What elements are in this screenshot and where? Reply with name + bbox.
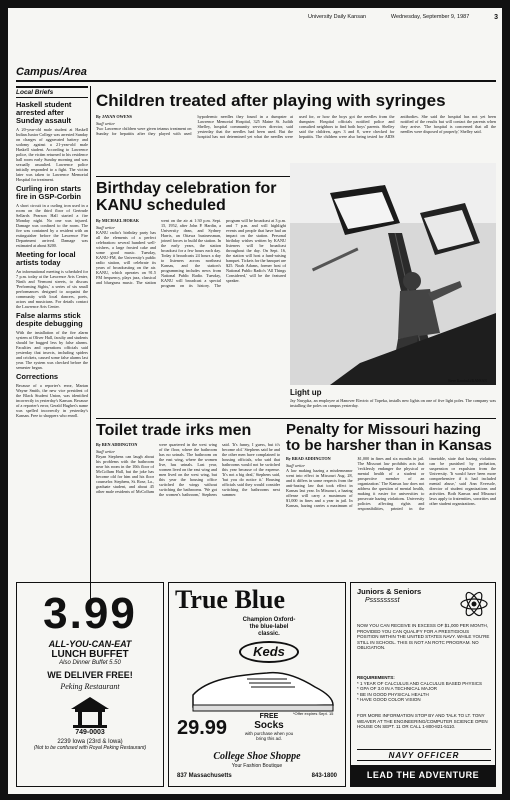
penalty-story-body <box>286 456 496 576</box>
shoe-store-slogan: Your Fashion Boutique <box>231 763 283 769</box>
photo-illustration <box>290 163 496 385</box>
navy-req-item: * 1 YEAR OF CALCULUS AND CALCULUS BASED PHYSICS <box>357 680 482 686</box>
toilet-story-body <box>96 442 280 577</box>
navy-req-title: REQUIREMENTS: <box>357 675 395 680</box>
kanu-staff: Staff writer <box>96 225 115 230</box>
kanu-byline: By MICHAEL HORAK <box>96 218 140 223</box>
brief-body: An informational meeting is scheduled for 7 p.m. today at the Lawrence Arts Center, Ninth and Vermont streets, to discuss 'Performing Sights,' a series of six small performances designed to acquaint the community with local dancers, poets, actors and musicians. For details contact the Lawrence Arts Center. <box>16 269 88 309</box>
free-socks-offer <box>241 713 297 741</box>
offer-top: FREE <box>259 713 279 720</box>
shoe-ad-subtitle <box>229 617 309 638</box>
restaurant-phone: 749-0003 <box>75 729 105 736</box>
keds-logo: Keds <box>239 641 299 663</box>
restaurant-name: Peking Restaurant <box>60 682 120 691</box>
navy-ad-subtitle: Psssssssst <box>365 597 400 604</box>
restaurant-note: (Not to be confused with Royal Peking Restaurant) <box>33 745 147 751</box>
local-briefs-column <box>16 86 88 611</box>
shoe-ad-sub1: Champion Oxford- <box>242 617 296 623</box>
briefs-title: Local Briefs <box>16 86 88 98</box>
shoe-store-phone: 843-1800 <box>311 773 337 779</box>
toilet-text: Bryan Stephens can laugh about his problems with the bathroom near his room in the 10th floor of McCollum Hall, but the joke has become old for him and his floor counselor. Stephens, St. Rose, La., graduate student, and about 45 other male residents of McCollum were quartered in the west wing of the floor, where the bathroom has no urinals. The bathroom on the east wing, where the women live, has urinals. Last year, women lived on the east wing and men lived on the west wing, but this year the housing office switched the wings without switching the bathrooms. 'We got the women's bathroom,' Stephens said. 'It's funny, I guess, but it's become old.' Stephens said he and the other men have complained to housing officials, who said that bathrooms would not be switched this year because of the expense. 'It's not a big deal,' Stephens said, 'but you do notice it.' Housing officials said they would consider switching the bathrooms next summer. <box>96 442 280 497</box>
restaurant-logo <box>67 695 113 729</box>
kanu-story-body <box>96 218 286 378</box>
brief-body: A short circuit in a curling iron used in a room on the third floor of Gertrude Sellards Pearson Hall started a fire Monday night. No one was injured. Damage was confined to the room. The fire was contained by a resident with an extinguisher before the Lawrence Fire Department arrived. Damage was estimated at about $200. <box>16 203 88 248</box>
peking-restaurant-ad <box>16 582 164 787</box>
paper-name: University Daily Kansan <box>308 14 367 20</box>
shoe-ad-title: True Blue <box>175 585 286 614</box>
atom-icon <box>459 589 489 619</box>
issue-date: Wednesday, September 9, 1987 <box>390 14 470 20</box>
penalty-staff: Staff writer <box>286 463 305 468</box>
syringes-headline: Children treated after playing with syringes <box>96 91 446 110</box>
photo-credit: Steve Kaminski/KANSAN <box>448 379 487 383</box>
kanu-text: KANU radio's birthday party has all the elements of a perfect celebration: several hundred well-wishers, a large frosted cake and some good music. Tuesday, KANU-FM, the University's public radio station, will celebrate its years of broadcasting on the air. KANU, which operates on 91.5 FM frequency, plays jazz, classical and bluegrass music. The station went on the air at 1:30 p.m. Sept. 15, 1952, after John P. Hardin, a University dean, and Sydney Harris, an Ottawa businessman, joined forces to build the station. In the early years, the station broadcast for a few hours each day. Today it broadcasts 24 hours a day to listeners across northeast Kansas, and the station's programming includes news from National Public Radio. Tuesday, KANU will broadcast a special program on its history. The program will be broadcast at 3 p.m. and 7 p.m. and will highlight events and people that have had an impact on the station. Personal birthday wishes written by KANU listeners will be broadcast throughout the day. On Sept. 16, the station will host a fund-raising banquet. Tickets for the banquet are $25. Noah Adams, former host of National Public Radio's 'All Things Considered,' will be the featured speaker. <box>96 218 286 288</box>
syringes-staff: Staff writer <box>96 121 115 126</box>
buffet-line2: LUNCH BUFFET <box>51 649 129 660</box>
brief-headline: False alarms stick despite debugging <box>16 311 83 328</box>
section-title: Campus/Area <box>16 66 87 78</box>
shoe-store-address: 837 Massachusetts <box>177 773 232 779</box>
brief-body: Because of a reporter's error, Marian Wayne Smith, the new vice president of the Black Student Union, was identified incorrectly in yesterday's Kansan. Because of a reporter's error, Gerald Hughes's name was spelled incorrectly in yesterday's Kansan. Free to shoppers who enroll. <box>16 383 88 418</box>
buffet-line3: Also Dinner Buffet 5.50 <box>59 660 121 666</box>
photo-headline: Light up <box>290 388 322 397</box>
photo-caption: Jay Nasypka, an employee at Hanover Electric of Topeka, installs new lights on one of five light poles. The company was installing the poles on campus yesterday. <box>290 398 496 408</box>
navy-ad-body: NOW YOU CAN RECEIVE IN EXCESS OF $1,000 PER MONTH, PROVIDED YOU CAN QUALIFY FOR A PRESTIGIOUS POSITION WITHIN THE UNITED STATES NAVY. WHILE YOU'RE STILL IN SCHOOL. THIS IS NOT AN ROTC PROGRAM. NO OBLIGATION. <box>357 623 490 651</box>
offer-bot: with purchase when you bring this ad. <box>244 731 294 741</box>
brief-headline: Curling iron starts fire in GSP-Corbin <box>16 184 82 201</box>
toilet-byline: By BEN ADDINGTON <box>96 442 138 447</box>
page-header-meta <box>308 14 498 21</box>
college-shoe-shoppe-ad <box>168 582 346 787</box>
navy-requirements <box>357 675 491 703</box>
buffet-price: 3.99 <box>43 589 137 638</box>
buffet-line1: ALL-YOU-CAN-EAT <box>48 639 132 649</box>
brief-headline: Meeting for local artists today <box>16 250 76 267</box>
navy-req-item: * HAVE GOOD COLOR VISION <box>357 697 421 703</box>
toilet-headline: Toilet trade irks men <box>96 422 252 439</box>
story-divider <box>96 418 496 419</box>
brief-body: With the installation of the fire alarm system at Oliver Hall, faculty and students should be bugged less by false alarms. Faculties and operations officials said yesterday that insects, including spiders and crickets, caused some false alarms last year. The system was checked before the semester began. <box>16 330 88 370</box>
brief-headline: Haskell student arrested after Sunday assault <box>16 100 72 125</box>
newspaper-page <box>8 8 502 794</box>
offer-expiry: *Offer expires Sept. 15 <box>293 711 334 716</box>
shoe-ad-sub3: classic. <box>258 631 280 637</box>
navy-officer-ad <box>350 582 496 787</box>
offer-mid: Socks <box>254 720 284 731</box>
toilet-staff: Staff writer <box>96 449 115 454</box>
shoe-store-name: College Shoe Shoppe <box>213 751 301 762</box>
page-number: 3 <box>494 14 498 21</box>
column-rule <box>90 86 91 611</box>
shoe-ad-sub2: the blue-label <box>249 624 289 630</box>
syringes-text: Two Lawrence children were given tetanus treatment on Sunday for hepatitis after they played with used hypodermic needles they found in a dumpster at Lawrence Memorial Hospital, 325 Maine St. Judith Shelley, hospital community services director, said yesterday that the needles had been used. But the hospital has not determined yet what the needles were used for, or how the boys got the needles from the dumpster. Hospital officials notified police and consulted neighbors to find both boys' parents. Shelley said the children, ages 3 and 8, were checked for hepatitis. The children were also being tested for AIDS antibodies. She said the hospital has not yet been notified of the results but will contact the parents when they arrive. 'The hospital is concerned that all the needles were disposed of properly,' Shelley said. <box>96 114 496 139</box>
syringes-byline: By JAYAN OWENS <box>96 114 132 119</box>
section-rule <box>16 80 496 82</box>
navy-logo: NAVY OFFICER <box>357 749 491 761</box>
shoe-price: 29.99 <box>177 717 228 739</box>
navy-contact: FOR MORE INFORMATION STOP BY AND TALK TO LT. TONY WEAVER AT THE ENGINEERING/COMPUTER SCIENCE OPEN HOUSE ON SEPT. 11 OR CALL 1-800-821-5110. <box>357 713 488 730</box>
navy-req-item: * GPA OF 3.0 IN A TECHNICAL MAJOR <box>357 686 437 692</box>
navy-req-item: * BE IN GOOD PHYSICAL HEALTH <box>357 691 429 697</box>
penalty-text: A law making hazing a misdemeanor went into effect in Missouri Aug. 28, and it differs in some respects from the anti-hazing law that took effect in Kansas last year. In Missouri, a hazing offense will carry a maximum of $1,000 in fines and a year in jail. In Kansas, hazing carries a maximum of $1,000 in fines and six months in jail. The Missouri law prohibits acts that 'recklessly endanger the physical or mental health of a student or prospective member of an organization.' The Kansas law does not address the question of mental health, making it easier for universities to prosecute hazing violations. University policies affecting rights and responsibilities, printed in the timetable, state that hazing violations can be punished by probation, suspension or expulsion from the University. 'It would have been more comprehensive if it had included mental abuse,' said Ann Eversole, director of student organizations and activities. Both Kansas and Missouri laws apply to fraternities, sororities and other student organizations. <box>286 456 496 511</box>
kanu-headline: Birthday celebration for KANU scheduled <box>96 180 277 214</box>
buffet-line4: WE DELIVER FREE! <box>47 670 133 680</box>
navy-tagline: LEAD THE ADVENTURE <box>351 765 495 786</box>
penalty-byline: By BRAD ADDINGTON <box>286 456 331 461</box>
restaurant-address: 2239 Iowa (23rd & Iowa) <box>57 739 123 745</box>
brief-headline: Corrections <box>16 372 59 381</box>
light-pole-photo <box>290 163 496 385</box>
navy-ad-title: Juniors & Seniors <box>357 587 422 596</box>
brief-body: A 20-year-old male student at Haskell Indian Junior College was arrested Sunday on charges of aggravated battery and sodomy against a 21-year-old male Haskell student. According to Lawrence police, the victim returned to his residence hall room early Sunday morning and was sexually assaulted. Lawrence police initially responded to a fight. The victim later was taken to Lawrence Memorial Hospital for treatment. <box>16 127 88 182</box>
penalty-headline: Penalty for Missouri hazing to be harsher than in Kansas <box>286 421 492 454</box>
